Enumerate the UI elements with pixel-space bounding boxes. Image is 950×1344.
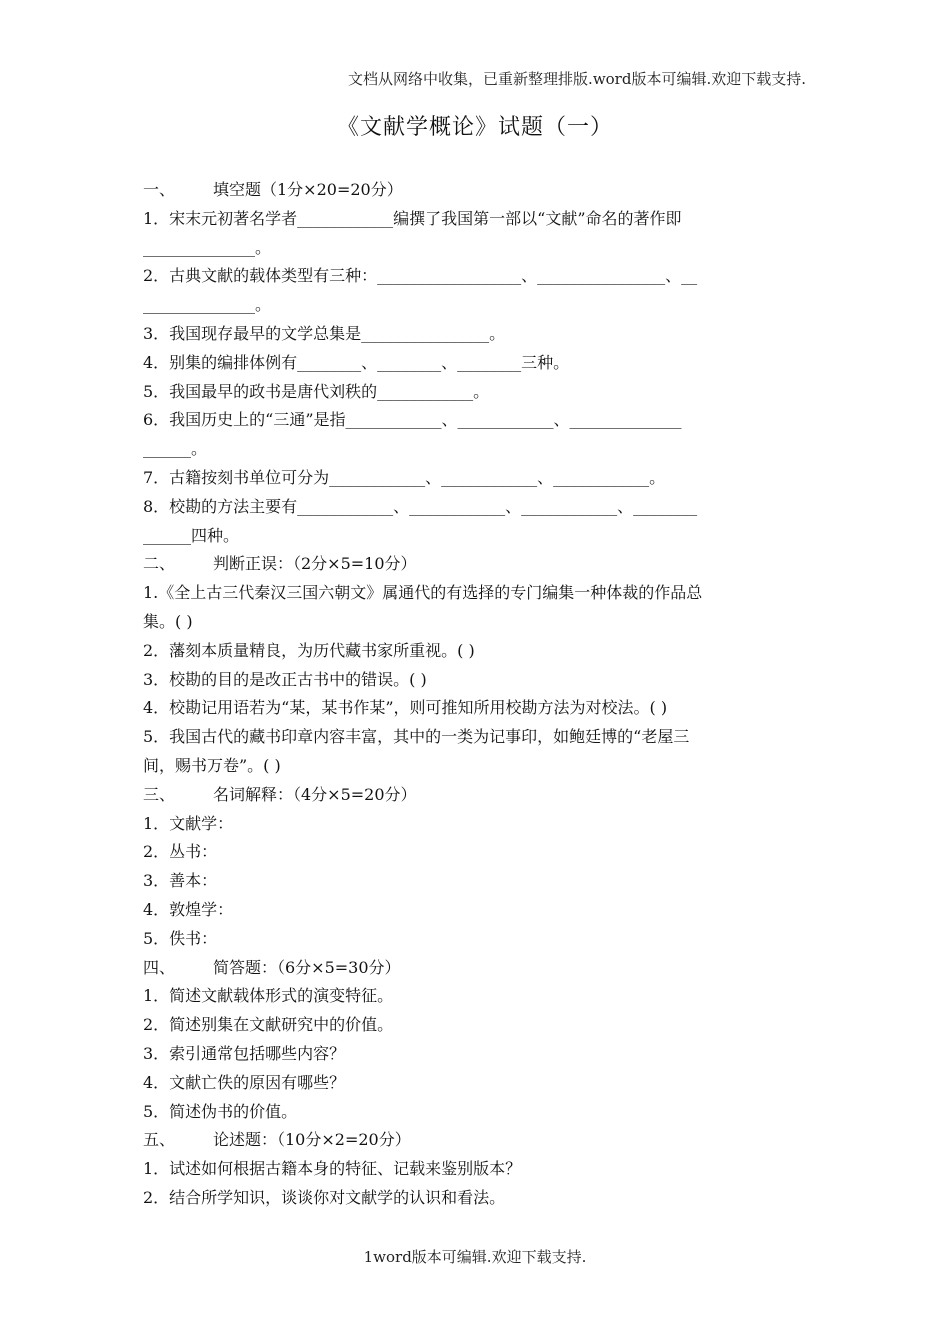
- question-line: 1．试述如何根据古籍本身的特征、记载来鉴别版本？: [143, 1159, 522, 1179]
- section-number: 三、: [143, 784, 176, 804]
- question-line: 3．索引通常包括哪些内容？: [143, 1043, 346, 1063]
- question-line: 2．藩刻本质量精良，为历代藏书家所重视。( ): [143, 640, 475, 660]
- section-title: 判断正误：（2分×5=10分）: [213, 554, 417, 574]
- question-line: 2．古典文献的载体类型有三种：__________________、________________、__: [143, 266, 698, 286]
- exam-content: [143, 176, 808, 1213]
- question-line: 3．我国现存最早的文学总集是________________。: [143, 323, 506, 343]
- section-title: 简答题：（6分×5=30分）: [213, 957, 401, 977]
- question-line: ______四种。: [143, 525, 240, 545]
- section-heading: [143, 954, 808, 983]
- question-line: ______________。: [143, 237, 272, 257]
- section-title: 名词解释：（4分×5=20分）: [213, 784, 417, 804]
- section-number: 一、: [143, 180, 176, 199]
- section-heading: [143, 1126, 808, 1155]
- question-line: 1．简述文献载体形式的演变特征。: [143, 986, 394, 1006]
- question-line: 间，赐书万卷”。( ): [143, 755, 281, 775]
- question-line: 1．文献学：: [143, 813, 234, 833]
- question-line: 4．校勘记用语若为“某，某书作某”，则可推知所用校勘方法为对校法。( ): [143, 698, 668, 718]
- question-line: 1.《全上古三代秦汉三国六朝文》属通代的有选择的专门编集一种体裁的作品总: [143, 583, 703, 603]
- header-note: 文档从网络中收集，已重新整理排版.word版本可编辑.欢迎下载支持.: [348, 70, 806, 88]
- question-line: ______________。: [143, 295, 272, 315]
- question-line: 2．简述别集在文献研究中的价值。: [143, 1015, 394, 1035]
- section-number: 二、: [143, 554, 176, 574]
- question-line: 3．善本：: [143, 871, 218, 891]
- section-number: 四、: [143, 957, 176, 977]
- page-title: 《文献学概论》试题（一）: [336, 115, 613, 140]
- question-line: 6．我国历史上的“三通”是指____________、____________、______________: [143, 410, 682, 430]
- section-title: 填空题（1分×20=20分）: [213, 180, 403, 199]
- question-line: 4．文献亡佚的原因有哪些？: [143, 1072, 346, 1092]
- question-line: 2．结合所学知识，谈谈你对文献学的认识和看法。: [143, 1187, 506, 1207]
- question-line: 1．宋末元初著名学者____________编撰了我国第一部以“文献”命名的著作即: [143, 208, 682, 228]
- section-heading: [143, 550, 808, 579]
- question-line: 5．我国古代的藏书印章内容丰富，其中的一类为记事印，如鲍廷博的“老屋三: [143, 727, 690, 747]
- question-line: 5．我国最早的政书是唐代刘秩的____________。: [143, 381, 490, 401]
- section-title: 论述题：（10分×2=20分）: [213, 1130, 411, 1150]
- question-line: 3．校勘的目的是改正古书中的错误。( ): [143, 669, 427, 689]
- page-footer: 1word版本可编辑.欢迎下载支持.: [363, 1248, 587, 1266]
- question-line: 集。( ): [143, 611, 193, 631]
- question-line: 4．敦煌学：: [143, 899, 234, 919]
- section-heading: [143, 176, 808, 205]
- question-line: 4．别集的编排体例有________、________、________三种。: [143, 352, 570, 372]
- question-line: 5．简述伪书的价值。: [143, 1101, 298, 1121]
- question-line: ______。: [143, 439, 208, 459]
- question-line: 2．丛书：: [143, 842, 218, 862]
- section-heading: [143, 781, 808, 810]
- question-line: 5．佚书：: [143, 928, 218, 948]
- section-number: 五、: [143, 1130, 176, 1150]
- question-line: 8．校勘的方法主要有____________、____________、____________、________: [143, 496, 698, 516]
- question-line: 7．古籍按刻书单位可分为____________、____________、____________。: [143, 467, 666, 487]
